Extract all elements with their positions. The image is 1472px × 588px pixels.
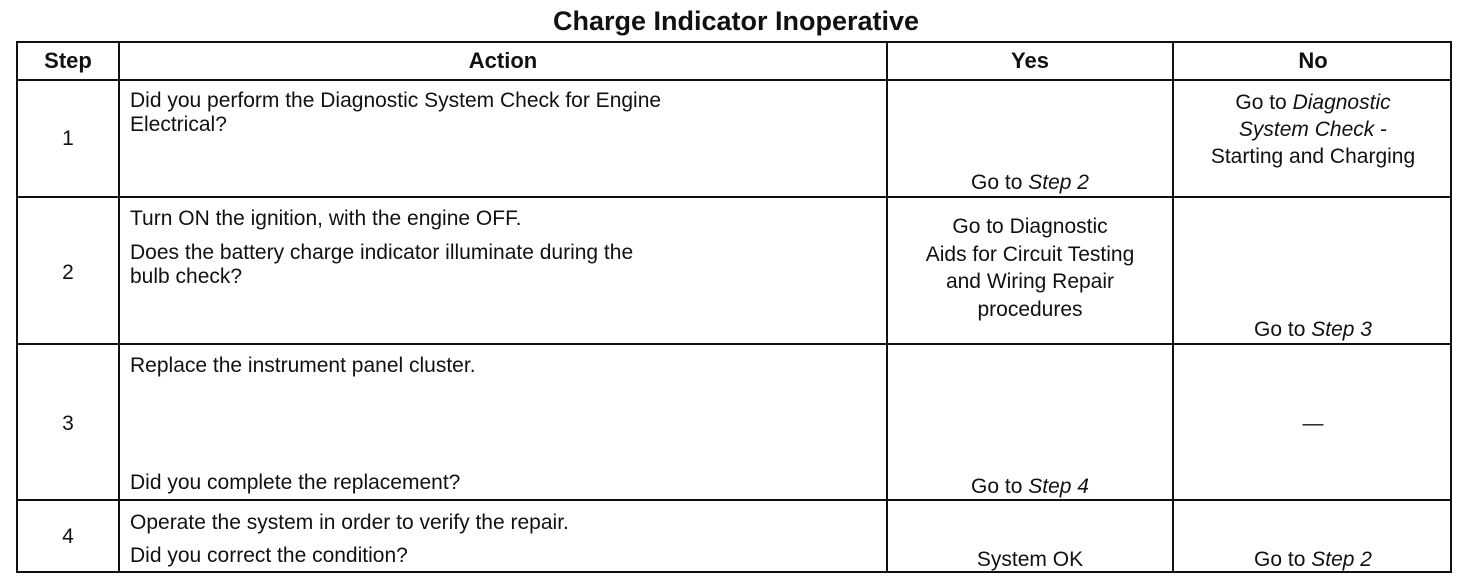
step-number: 1	[62, 127, 74, 150]
header-yes: Yes	[1011, 48, 1049, 73]
action-text: Replace the instrument panel cluster.	[130, 354, 476, 377]
action-line: Does the battery charge indicator illuminate during the	[130, 241, 634, 264]
no-cell	[1174, 548, 1452, 572]
action-line: Electrical?	[130, 113, 227, 136]
step-number: 2	[62, 261, 74, 284]
page-title: Charge Indicator Inoperative	[552, 6, 920, 36]
action-line: bulb check?	[130, 265, 243, 288]
header-no: No	[1298, 48, 1328, 73]
action-question	[130, 241, 633, 289]
header-action: Action	[468, 48, 538, 73]
action-line: Turn ON the ignition, with the engine OFF.	[130, 207, 522, 230]
yes-line: and Wiring Repair	[945, 270, 1115, 293]
step-link[interactable]: Step 2	[1028, 171, 1089, 194]
yes-line: Aids for Circuit Testing	[925, 242, 1135, 266]
step-link[interactable]: Step 4	[1028, 475, 1089, 498]
action-text	[130, 89, 661, 137]
no-cell: —	[1302, 412, 1324, 435]
row-divider	[18, 196, 1450, 198]
header-step: Step	[44, 48, 92, 73]
yes-cell: System OK	[976, 548, 1084, 571]
yes-prefix: Go to	[971, 171, 1029, 194]
row-divider	[18, 79, 1450, 81]
yes-cell	[888, 171, 1172, 195]
action-question: Did you correct the condition?	[130, 544, 408, 567]
no-suffix: -	[1374, 118, 1388, 141]
step-number: 4	[62, 525, 74, 548]
column-divider	[118, 43, 120, 571]
yes-line: Go to Diagnostic	[952, 215, 1108, 238]
yes-line: procedures	[977, 297, 1083, 321]
action-question: Did you complete the replacement?	[130, 471, 461, 494]
no-prefix: Go to	[1254, 548, 1312, 571]
action-text: Operate the system in order to verify the repair.	[130, 511, 569, 534]
step-link[interactable]: Step 2	[1311, 548, 1372, 571]
no-cell	[1174, 318, 1452, 342]
no-cell	[1174, 89, 1452, 170]
no-line: Starting and Charging	[1210, 145, 1416, 168]
yes-prefix: Go to	[971, 475, 1029, 498]
action-line: Did you perform the Diagnostic System Check for Engine	[130, 89, 662, 112]
row-divider	[18, 499, 1450, 501]
row-divider	[18, 343, 1450, 345]
no-prefix: Go to	[1254, 318, 1312, 341]
action-text	[130, 207, 521, 231]
no-prefix: Go to	[1235, 91, 1293, 114]
yes-cell	[888, 213, 1172, 323]
system-check-link[interactable]: System Check	[1238, 118, 1375, 141]
step-number: 3	[62, 412, 74, 435]
yes-cell	[888, 475, 1172, 499]
diagnostic-table	[16, 41, 1452, 573]
diagnostic-link[interactable]: Diagnostic	[1292, 91, 1391, 114]
step-link[interactable]: Step 3	[1311, 318, 1372, 341]
